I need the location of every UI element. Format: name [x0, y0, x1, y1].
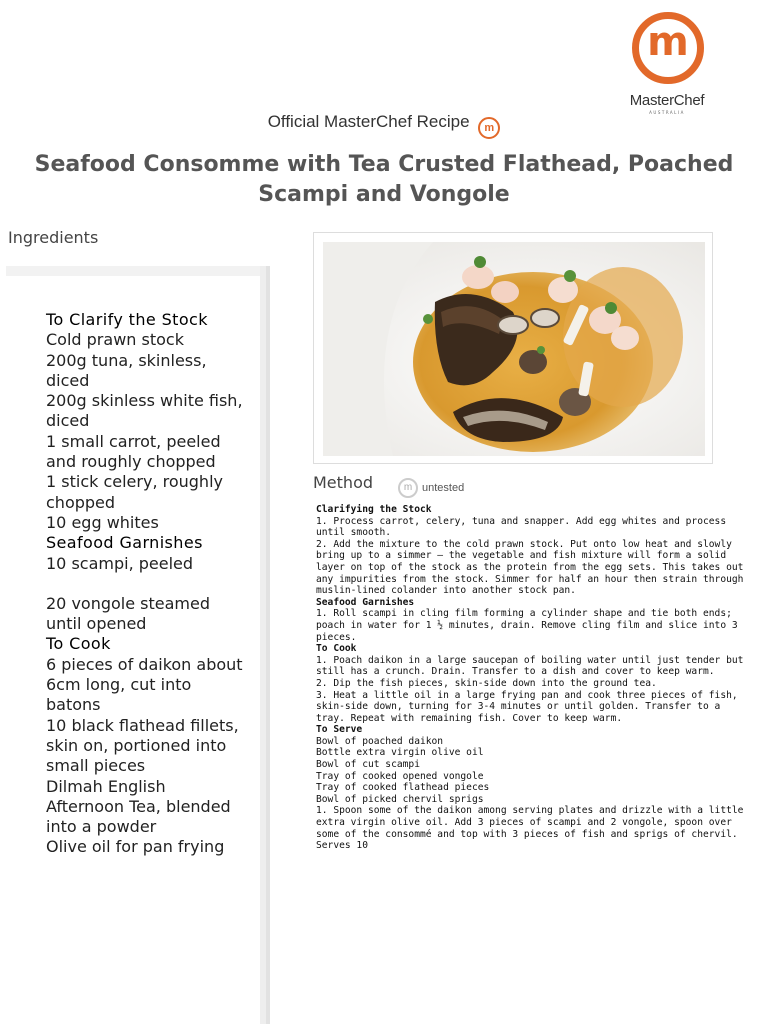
logo-wordmark: MasterChef [629, 92, 705, 109]
official-recipe-text: Official MasterChef Recipe [267, 112, 470, 131]
recipe-title: Seafood Consomme with Tea Crusted Flathead, Poached Scampi and Vongole [34, 152, 734, 207]
method-step: Bowl of cut scampi [316, 759, 420, 771]
dish-illustration [323, 242, 705, 456]
ingredient-item: 10 egg whites [46, 512, 159, 532]
official-recipe-label [0, 112, 768, 139]
ingredients-list [46, 310, 246, 858]
method-step: Bowl of poached daikon [316, 735, 444, 747]
untested-badge [398, 478, 464, 498]
method-section-heading: Clarifying the Stock [316, 504, 432, 515]
dish-photo-frame [313, 232, 713, 464]
ingredient-item: 1 small carrot, peeled and roughly chopped [46, 431, 221, 472]
method-body [316, 504, 746, 852]
ingredient-item: 1 stick celery, roughly chopped [46, 472, 223, 512]
method-step: 1. Spoon some of the daikon among serving plates and drizzle with a little extra virgin olive oil. Add 3 pieces of scampi and 2 vongole, spoon over some of the consommé and top with 3 pieces of fish and sprigs of chervil. [316, 805, 744, 840]
ingredient-item: 10 black flathead fillets, skin on, portioned into small pieces [46, 715, 239, 776]
method-section-heading: To Cook [316, 643, 357, 655]
ingredient-item: Cold prawn stock [46, 330, 184, 350]
ingredient-item: 200g skinless white fish, diced [46, 391, 243, 431]
method-step: 1. Roll scampi in cling film forming a cylinder shape and tie both ends; poach in water for 1 ½ minutes, drain. Remove cling film and slice into 3 pieces. [316, 608, 738, 643]
method-step: Serves 10 [316, 840, 368, 852]
ingredient-item: 6 pieces of daikon about 6cm long, cut into batons [46, 654, 243, 715]
ingredient-item: 200g tuna, skinless, diced [46, 350, 207, 390]
dish-photo [323, 242, 705, 456]
ingredient-section-heading: To Clarify the Stock [46, 310, 208, 329]
method-step: Tray of cooked flathead pieces [316, 782, 490, 794]
method-step: Bowl of picked chervil sprigs [316, 793, 484, 805]
method-step: Tray of cooked opened vongole [316, 770, 484, 782]
ingredient-item: Dilmah English Afternoon Tea, blended into a powder [46, 776, 231, 837]
method-section-heading: Seafood Garnishes [316, 596, 415, 608]
masterchef-mini-logo-icon: m [478, 117, 500, 139]
ingredient-item: 20 vongole steamed until opened [46, 593, 211, 634]
untested-label: untested [422, 481, 465, 494]
method-step: 1. Process carrot, celery, tuna and snapper. Add egg whites and process until smooth. [316, 515, 727, 539]
method-heading: Method [313, 473, 374, 492]
logo-subtext: AUSTRALIA [649, 110, 685, 115]
ingredient-item: 10 scampi, peeled [46, 553, 194, 573]
method-step: Bottle extra virgin olive oil [316, 747, 484, 759]
method-step: 1. Poach daikon in a large saucepan of boiling water until just tender but still has a crunch. Drain. Transfer to a dish and cover to keep warm. [316, 654, 744, 678]
masterchef-logo [612, 10, 722, 114]
ingredient-section-heading: Seafood Garnishes [46, 533, 203, 553]
method-step: 3. Heat a little oil in a large frying pan and cook three pieces of fish, skin-side down, turning for 3-4 minutes or until golden. Transfer to a tray. Repeat with remaining fish. Cover to keep warm. [316, 689, 738, 724]
ingredients-panel [6, 266, 260, 1024]
method-section-heading: To Serve [316, 724, 363, 736]
ingredient-item: Olive oil for pan frying [46, 837, 225, 857]
ingredients-heading: Ingredients [8, 228, 99, 247]
method-step: 2. Dip the fish pieces, skin-side down into the ground tea. [316, 677, 657, 689]
untested-logo-icon: m [398, 478, 418, 498]
logo-m-icon: m [647, 19, 689, 65]
ingredient-section-heading: To Cook [46, 634, 111, 654]
method-step: 2. Add the mixture to the cold prawn stock. Put onto low heat and slowly bring up to a simmer – the vegetable and fish mixture will form a solid layer on top of the stock as the protein from the egg sets. This takes out any impurities from the stock. Simmer for half an hour then strain through muslin-lined colander into another stock pan. [316, 538, 744, 597]
